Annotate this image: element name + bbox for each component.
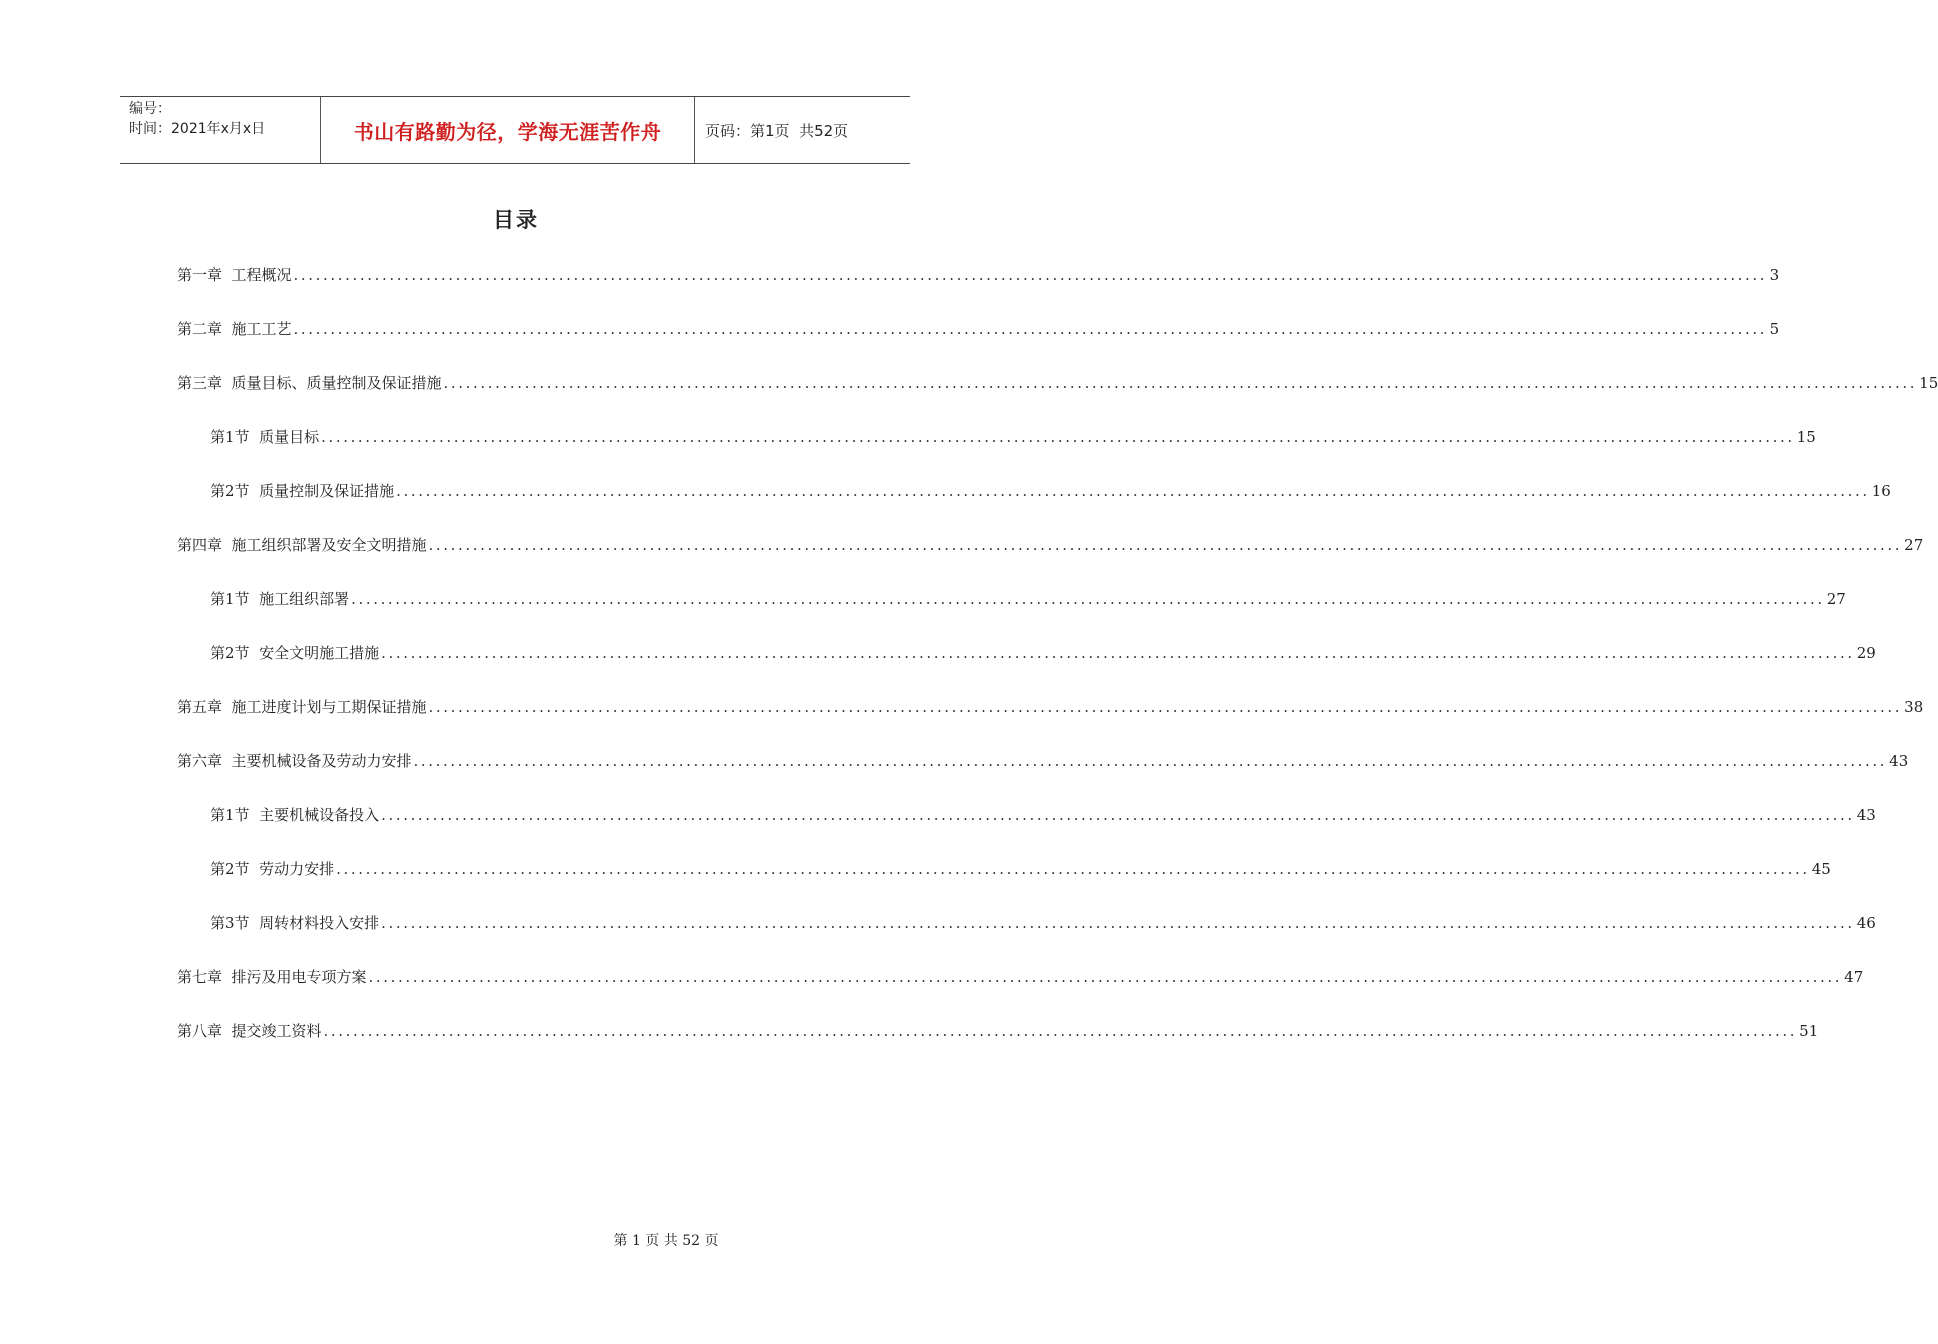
toc-entry-page: 16 [1871, 482, 1891, 500]
toc-entry-page: 27 [1826, 590, 1846, 608]
toc-entry[interactable] [177, 911, 1876, 965]
header-page-cell [695, 97, 910, 163]
toc-entry-page: 51 [1799, 1022, 1819, 1040]
toc-entry[interactable] [177, 803, 1876, 857]
toc-entry-page: 47 [1844, 968, 1864, 986]
toc-entry[interactable] [177, 479, 1891, 533]
toc-entry[interactable] [177, 587, 1846, 641]
document-header [120, 96, 910, 164]
toc-entry-page: 15 [1919, 374, 1938, 392]
toc-entry[interactable] [177, 263, 1780, 317]
toc-entry-page: 3 [1769, 266, 1780, 284]
toc-dot-leader: ........................................................................................................................................................................................................ [413, 752, 1888, 770]
toc-dot-leader: ........................................................................................................................................................................................................ [428, 536, 1903, 554]
header-page-label: 页码：第1页 共52页 [705, 121, 849, 140]
toc-entry-page: 43 [1889, 752, 1909, 770]
toc-dot-leader: ........................................................................................................................................................................................................ [323, 1022, 1798, 1040]
toc-entry-label: 第二章 施工工艺 [177, 320, 292, 338]
toc-entry-page: 27 [1904, 536, 1924, 554]
document-number-label: 编号： [129, 101, 171, 117]
toc-entry-label: 第四章 施工组织部署及安全文明措施 [177, 536, 427, 554]
toc-entry[interactable] [177, 317, 1780, 371]
toc-entry-label: 第八章 提交竣工资料 [177, 1022, 322, 1040]
toc-entry-label: 第2节 劳动力安排 [210, 860, 335, 878]
toc-entry-label: 第2节 安全文明施工措施 [210, 644, 380, 662]
toc-entry[interactable] [177, 857, 1831, 911]
toc-dot-leader: ........................................................................................................................................................................................................ [381, 914, 1855, 932]
toc-dot-leader: ........................................................................................................................................................................................................ [443, 374, 1918, 392]
toc-entry-page: 15 [1796, 428, 1816, 446]
toc-entry-label: 第1节 质量目标 [210, 428, 320, 446]
toc-dot-leader: ........................................................................................................................................................................................................ [428, 698, 1903, 716]
toc-title: 目录 [493, 208, 539, 232]
toc-entry[interactable] [177, 1019, 1819, 1073]
toc-entry-page: 43 [1856, 806, 1876, 824]
toc-dot-leader: ........................................................................................................................................................................................................ [321, 428, 1795, 446]
toc-dot-leader: ........................................................................................................................................................................................................ [381, 644, 1855, 662]
toc-dot-leader: ........................................................................................................................................................................................................ [336, 860, 1810, 878]
toc-entry-label: 第五章 施工进度计划与工期保证措施 [177, 698, 427, 716]
header-slogan: 书山有路勤为径，学海无涯苦作舟 [321, 97, 695, 163]
toc-entry[interactable] [177, 641, 1876, 695]
toc-entry-page: 5 [1769, 320, 1780, 338]
toc-entry[interactable] [177, 533, 1924, 587]
toc-entry-page: 45 [1811, 860, 1831, 878]
toc-entry-label: 第一章 工程概况 [177, 266, 292, 284]
header-meta-cell [120, 97, 321, 163]
toc-dot-leader: ........................................................................................................................................................................................................ [351, 590, 1825, 608]
toc-entry[interactable] [177, 371, 1938, 425]
document-date-label: 时间：2021年x月x日 [129, 121, 266, 137]
toc-entry-label: 第三章 质量目标、质量控制及保证措施 [177, 374, 442, 392]
toc-entry[interactable] [177, 749, 1909, 803]
toc-entry-label: 第1节 主要机械设备投入 [210, 806, 380, 824]
page-footer: 第 1 页 共 52 页 [613, 1233, 719, 1249]
toc-entry[interactable] [177, 695, 1924, 749]
toc-dot-leader: ........................................................................................................................................................................................................ [368, 968, 1843, 986]
toc-entry-page: 29 [1856, 644, 1876, 662]
toc-dot-leader: ........................................................................................................................................................................................................ [381, 806, 1855, 824]
table-of-contents [177, 263, 1938, 1073]
toc-entry-page: 38 [1904, 698, 1924, 716]
toc-entry-label: 第2节 质量控制及保证措施 [210, 482, 395, 500]
toc-entry-label: 第1节 施工组织部署 [210, 590, 350, 608]
toc-entry-page: 46 [1856, 914, 1876, 932]
toc-dot-leader: ........................................................................................................................................................................................................ [396, 482, 1870, 500]
toc-dot-leader: ........................................................................................................................................................................................................ [293, 320, 1768, 338]
toc-entry-label: 第3节 周转材料投入安排 [210, 914, 380, 932]
toc-entry[interactable] [177, 965, 1864, 1019]
toc-dot-leader: ........................................................................................................................................................................................................ [293, 266, 1768, 284]
toc-entry[interactable] [177, 425, 1816, 479]
toc-entry-label: 第七章 排污及用电专项方案 [177, 968, 367, 986]
toc-entry-label: 第六章 主要机械设备及劳动力安排 [177, 752, 412, 770]
